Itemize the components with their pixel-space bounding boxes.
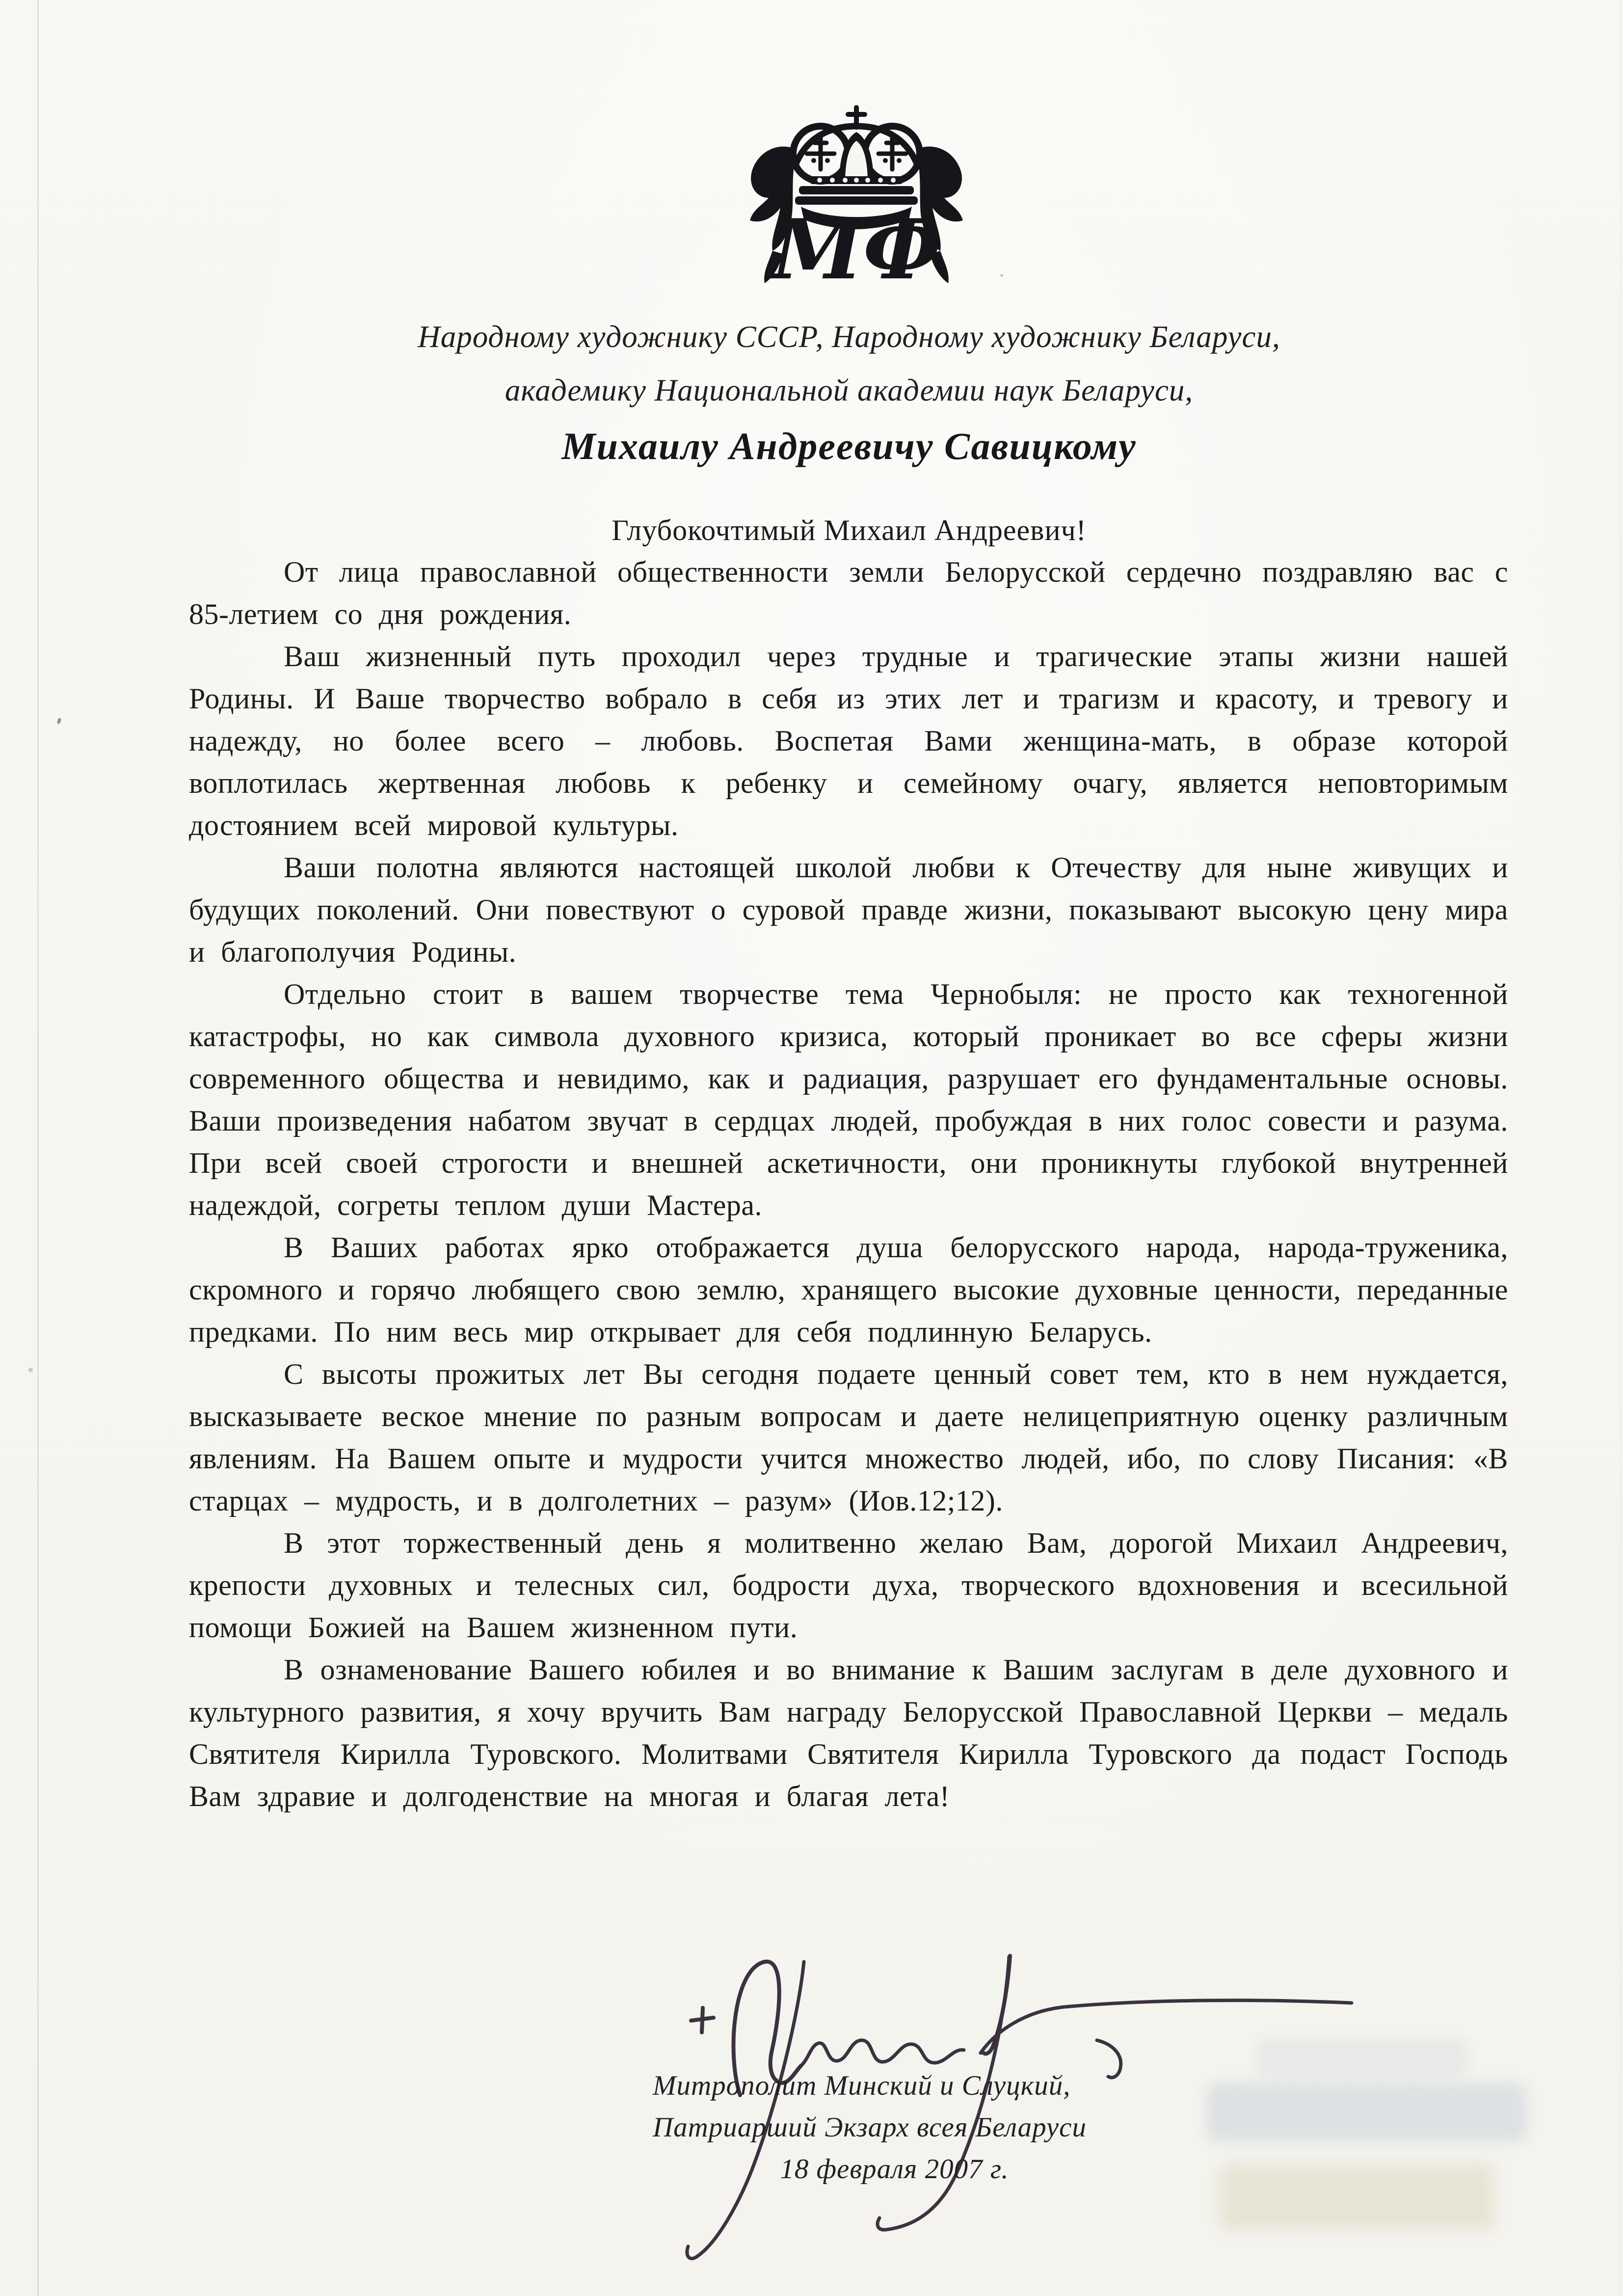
signature-block [653, 2065, 1136, 2190]
letter-date: 18 февраля 2007 г. [780, 2154, 1009, 2185]
paragraph: В этот торжественный день я молитвенно желаю Вам, дорогой Михаил Андреевич, крепости духовных и телесных сил, бодрости духа, творческого вдохновения и всесильной помощи Божией на Вашем жизненном пути. [189, 1527, 1508, 1644]
paragraph: Ваши полотна являются настоящей школой любви к Отечеству для ныне живущих и будущих поколений. Они повествуют о суровой правде жизни, показывают высокую цену мира и благополучия Родины. [189, 851, 1508, 968]
header-title-line-2: академику Национальной академии наук Беларуси, [505, 373, 1194, 407]
signatory-title-line-2: Патриарший Экзарх всея Беларуси [653, 2112, 1087, 2143]
scan-speck [56, 717, 62, 725]
scan-speck [28, 1368, 33, 1372]
scan-edge-shadow-left [37, 0, 39, 2296]
paragraph: От лица православной общественности земли Белорусской сердечно поздравляю вас с 85-летием со дня рождения. [189, 556, 1508, 630]
paragraph: С высоты прожитых лет Вы сегодня подаете ценный совет тем, кто в нем нуждается, высказываете веское мнение по разным вопросам и даете нелицеприятную оценку различным явлениям. На Вашем опыте и мудрости учится множество людей, ибо, по слову Писания: «В старцах – мудрость, и в долголетних – разум» (Иов.12;12). [189, 1358, 1508, 1517]
emblem-monogram: МФ [772, 201, 941, 296]
paragraph: В ознаменование Вашего юбилея и во внимание к Вашим заслугам в деле духовного и культурного развития, я хочу вручить Вам награду Белорусской Православной Церкви – медаль Святителя Кирилла Туровского. Молитвами Святителя Кирилла Туровского да подаст Господь Вам здравие и долгоденствие на многая и благая лета! [189, 1653, 1508, 1812]
scan-speck [1000, 274, 1003, 277]
letter-header [189, 310, 1509, 475]
recipient-name: Михаилу Андреевичу Савицкому [561, 425, 1137, 467]
paragraph: В Ваших работах ярко отображается душа белорусского народа, народа-труженика, скромного и горячо любящего свою землю, хранящего высокие духовные ценности, переданные предками. По ним весь мир открывает для себя подлинную Беларусь. [189, 1231, 1508, 1348]
letter-body [189, 551, 1508, 1817]
signatory-title-line-1: Митрополит Минский и Слуцкий, [653, 2070, 1071, 2101]
paragraph: Ваш жизненный путь проходил через трудные и трагические этапы жизни нашей Родины. И Ваше творчество вобрало в себя из этих лет и трагизм и красоту, и тревогу и надежду, но более всего – любовь. Воспетая Вами женщина-мать, в образе которой воплотилась жертвенная любовь к ребенку и семейному очагу, является неповторимым достоянием всей мировой культуры. [189, 640, 1508, 841]
metropolitan-crown-emblem-icon [736, 103, 977, 296]
scan-edge-shadow-right [1620, 0, 1621, 2296]
paragraph: Отдельно стоит в вашем творчестве тема Чернобыля: не просто как техногенной катастрофы, но как символа духовного кризиса, который проникает во все сферы жизни современного общества и невидимо, как и радиация, разрушает его фундаментальные основы. Ваши произведения набатом звучат в сердцах людей, пробуждая в них голос совести и разума. При всей своей строгости и внешней аскетичности, они проникнуты глубокой внутренней надеждой, согреты теплом души Мастера. [189, 978, 1508, 1221]
header-title-line-1: Народному художнику СССР, Народному художнику Беларуси, [418, 320, 1280, 354]
salutation: Глубокочтимый Михаил Андреевич! [612, 514, 1087, 546]
